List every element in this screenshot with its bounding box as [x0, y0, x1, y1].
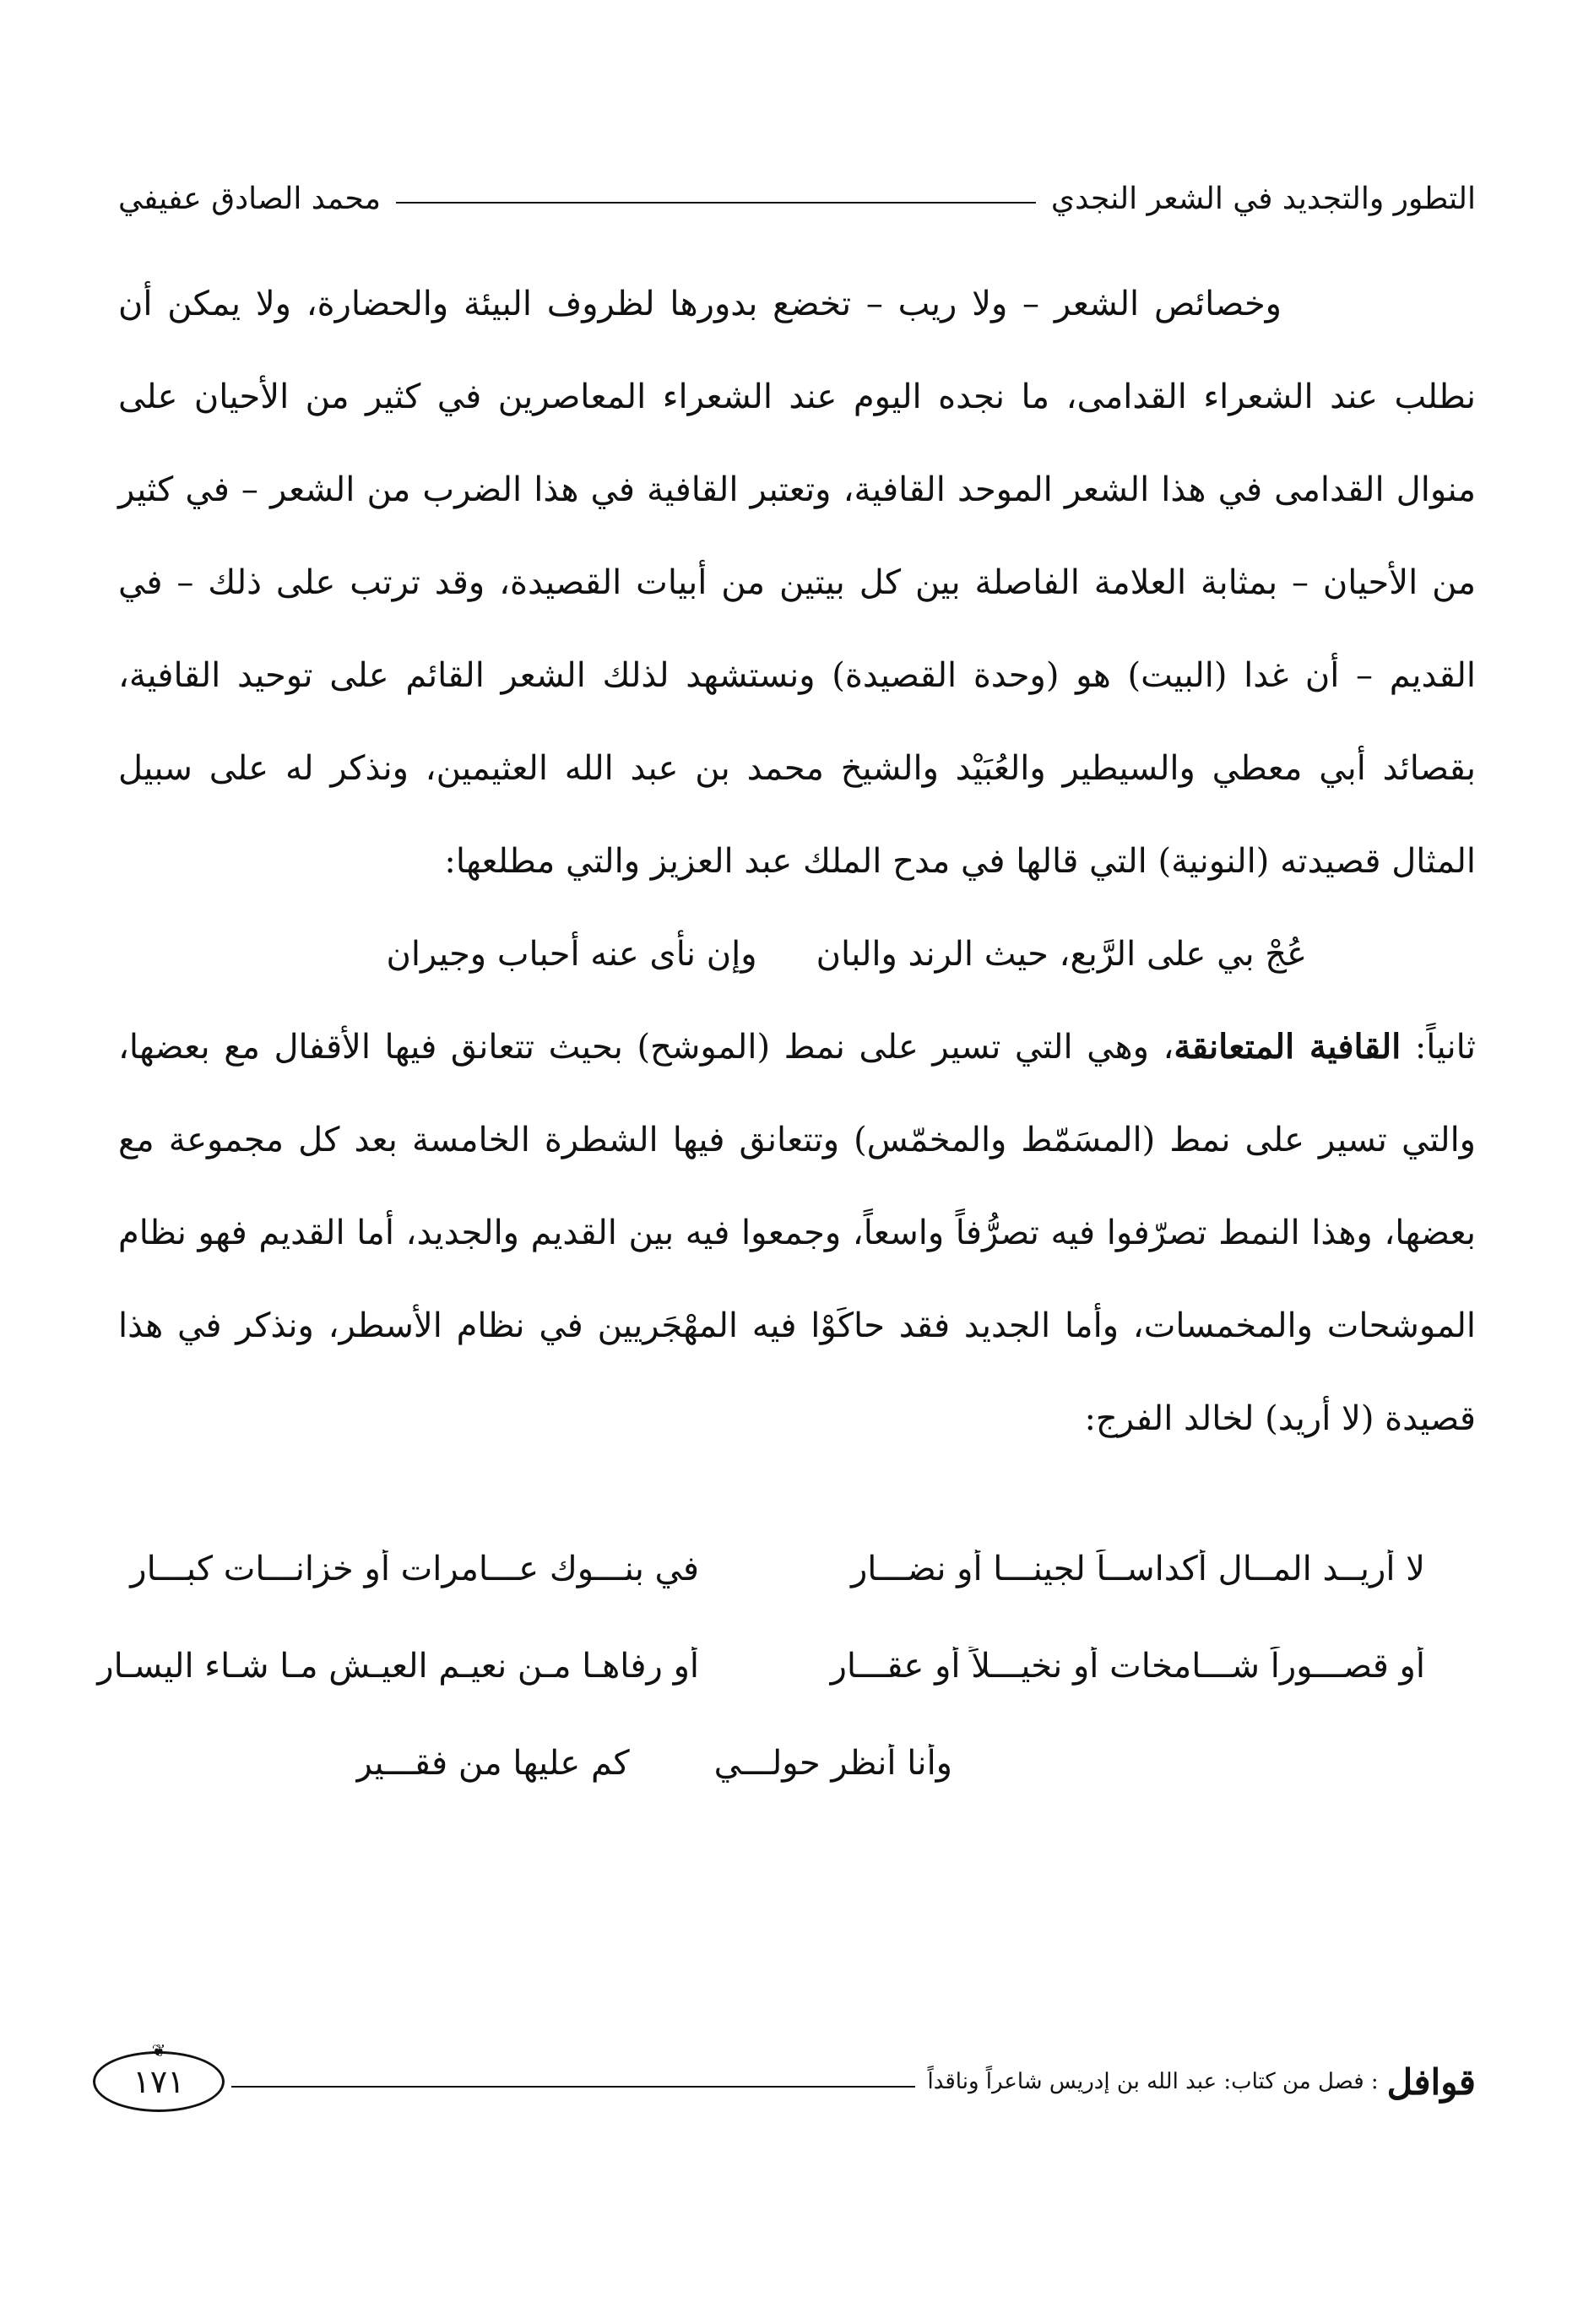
- paragraph-2-rest: ، وهي التي تسير على نمط (الموشح) بحيث تتعانق فيها الأقفال مع بعضها، والتي تسير على نمط (المسَمّط والمخمّس) وتتعانق فيها الشطرة الخامسة بعد كل مجموعة مع بعضها، وهذا النمط تصرّفوا فيه تصرُّفاً واسعاً، وجمعوا فيه بين القديم والجديد، أما القديم فهو نظام الموشحات والمخمسات، وأما الجديد فقد حاكَوْا فيه المهْجَريين في نظام الأسطر، ونذكر في هذا قصيدة (لا أريد) لخالد الفرج:: [118, 1028, 1476, 1438]
- footer-source: : فصل من كتاب: عبد الله بن إدريس شاعراً وناقداً: [927, 2069, 1379, 2094]
- paragraph-1: وخصائص الشعر – ولا ريب – تخضع بدورها لظروف البيئة والحضارة، ولا يمكن أن نطلب عند الشعراء القدامى، ما نجده اليوم عند الشعراء المعاصرين في كثير من الأحيان على منوال القدامى في هذا الشعر الموحد القافية، وتعتبر القافية في هذا الضرب من الشعر – في كثير من الأحيان – بمثابة العلامة الفاصلة بين كل بيتين من أبيات القصيدة، وقد ترتب على ذلك – في القديم – أن غدا (البيت) هو (وحدة القصيدة) ونستشهد لذلك الشعر القائم على توحيد القافية، بقصائد أبي معطي والسيطير والعُبَيْد والشيخ محمد بن عبد الله العثيمين، ونذكر له على سبيل المثال قصيدته (النونية) التي قالها في مدح الملك عبد العزيز والتي مطلعها:: [118, 285, 1476, 881]
- header-author: محمد الصادق عفيفي: [118, 181, 382, 216]
- paragraph-2-term: القافية المتعانقة: [1174, 1027, 1402, 1067]
- verse-hemistich-2: وإن نأى عنه أحباب وجيران: [386, 935, 757, 974]
- body-text: [118, 258, 1476, 1465]
- poem: [34, 1520, 1425, 1811]
- poem-hemistich: لا أريــد المــال أكداســاً لجينـــا أو نضـــار: [850, 1549, 1425, 1588]
- running-header: [118, 173, 1476, 224]
- poem-hemistich: كم عليها من فقـــير: [355, 1743, 630, 1783]
- poem-hemistich: أو رفاهـا مـن نعيـم العيـش مـا شـاء اليسـار: [97, 1646, 699, 1686]
- ornament-icon: ❦: [151, 2040, 166, 2061]
- poem-hemistich: وأنا أنظر حولـــي: [713, 1743, 952, 1783]
- page-footer: [93, 2040, 1476, 2115]
- poem-hemistich: في بنـــوك عـــامرات أو خزانـــات كبـــار: [130, 1549, 699, 1588]
- page-number: ١٧١: [133, 2063, 185, 2100]
- header-rule: [396, 202, 1036, 204]
- poem-line: [34, 1520, 1425, 1617]
- verse-hemistich-1: عُجْ بي على الرَّبع، حيث الرند والبان: [816, 935, 1307, 974]
- page-number-badge: [93, 2040, 225, 2112]
- paragraph-2: [118, 1001, 1476, 1465]
- poem-line: [34, 1617, 1425, 1714]
- header-book-title: التطور والتجديد في الشعر النجدي: [1050, 181, 1476, 216]
- poem-hemistich: أو قصـــوراً شـــامخات أو نخيـــلاً أو عقـــار: [830, 1646, 1425, 1686]
- verse-line: [118, 908, 1476, 1001]
- poem-line: [34, 1714, 1425, 1811]
- footer-rule: [231, 2086, 915, 2088]
- footer-brand: قوافل: [1386, 2061, 1476, 2103]
- paragraph-2-lead: ثانياً:: [1414, 1028, 1476, 1067]
